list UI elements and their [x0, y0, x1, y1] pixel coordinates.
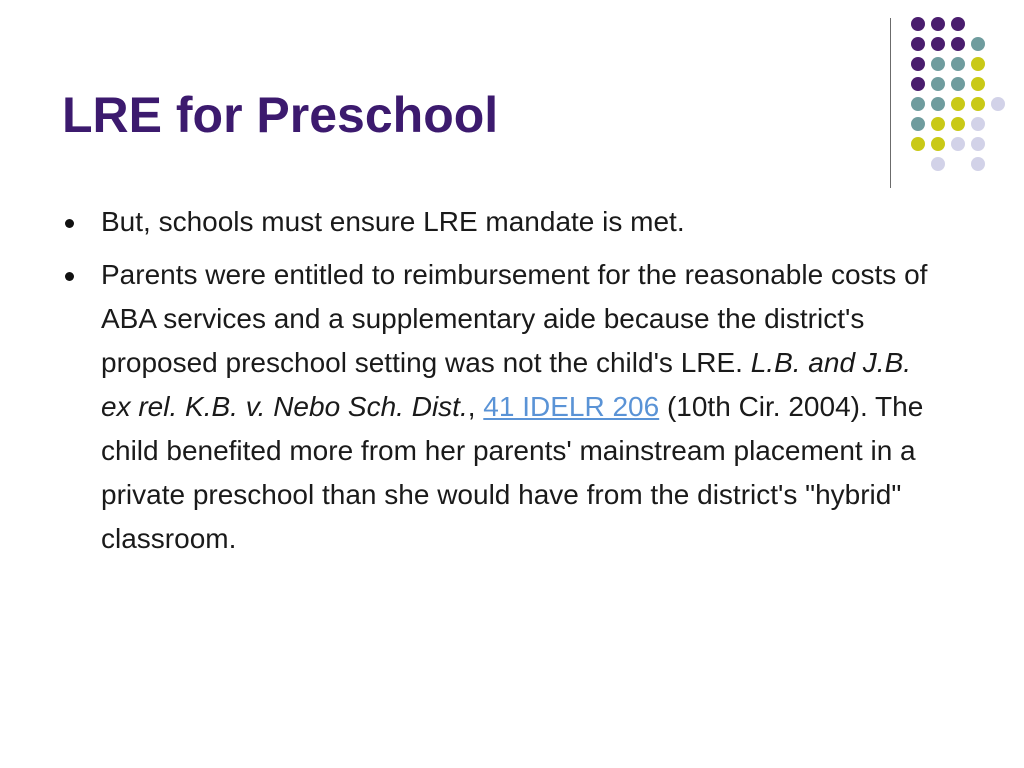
bullet-text: Parents were entitled to reimbursement for the reasonable costs of ABA services and a supplementary aide because the district's proposed preschool setting was not the child's LRE.: [101, 259, 928, 378]
decorative-dot: [971, 97, 985, 111]
slide-title: LRE for Preschool: [62, 87, 499, 143]
decorative-dot: [971, 117, 985, 131]
bullet-item: [65, 253, 945, 561]
bullet-text-continued: (10th Cir. 2004). The child benefited more from her parents' mainstream placement in a private preschool than she would have from the district's "hybrid" classroom.: [101, 391, 924, 554]
citation-link[interactable]: 41 IDELR 206: [483, 391, 660, 422]
decorative-dot: [931, 157, 945, 171]
decorative-dot: [931, 37, 945, 51]
decorative-dot: [951, 17, 965, 31]
decorative-dot: [951, 97, 965, 111]
decorative-dot: [971, 57, 985, 71]
decorative-dot: [911, 97, 925, 111]
decorative-dot: [911, 37, 925, 51]
decorative-dot: [911, 117, 925, 131]
case-name: L.B. and J.B. ex rel. K.B. v. Nebo Sch. Dist.: [101, 347, 912, 422]
decorative-dot: [971, 37, 985, 51]
vertical-divider: [890, 18, 891, 188]
decorative-dot: [971, 157, 985, 171]
decorative-dot: [931, 97, 945, 111]
bullet-text: But, schools must ensure LRE mandate is met.: [101, 206, 685, 237]
decorative-dot: [911, 17, 925, 31]
bullet-list: [65, 200, 945, 570]
decorative-dot: [951, 77, 965, 91]
decorative-dot: [971, 77, 985, 91]
decorative-dot: [951, 37, 965, 51]
decorative-dot: [991, 97, 1005, 111]
decorative-dot: [911, 137, 925, 151]
bullet-dot-icon: [65, 219, 74, 228]
decorative-dot: [931, 17, 945, 31]
decorative-dot: [911, 77, 925, 91]
decorative-dot: [931, 77, 945, 91]
bullet-dot-icon: [65, 272, 74, 281]
decorative-dot: [911, 57, 925, 71]
decorative-dot: [971, 137, 985, 151]
decorative-dot: [931, 137, 945, 151]
bullet-item: [65, 200, 945, 244]
decorative-dot: [951, 137, 965, 151]
decorative-dot: [931, 57, 945, 71]
decorative-dot: [931, 117, 945, 131]
decorative-dot: [951, 117, 965, 131]
decorative-dot: [951, 57, 965, 71]
case-separator: ,: [467, 391, 484, 422]
